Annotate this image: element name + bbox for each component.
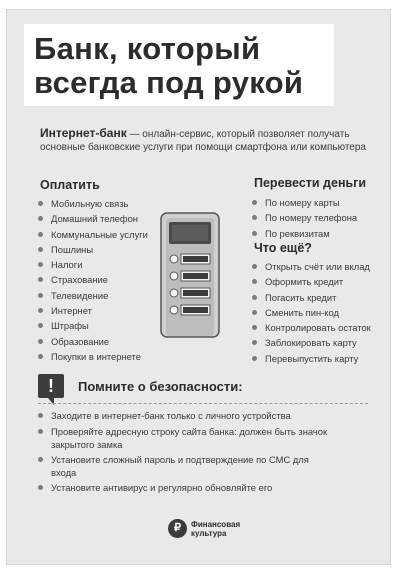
more-list — [252, 259, 382, 366]
warning-icon: ! — [38, 374, 64, 398]
list-item: Страхование — [38, 272, 168, 287]
more-heading: Что ещё? — [254, 241, 312, 255]
list-item: Налоги — [38, 257, 168, 272]
list-item: Заблокировать карту — [252, 335, 382, 350]
list-item: Домашний телефон — [38, 211, 168, 226]
list-item: Открыть счёт или вклад — [252, 259, 382, 274]
transfer-list — [252, 195, 382, 241]
list-item: Штрафы — [38, 318, 168, 333]
transfer-heading: Перевести деньги — [254, 176, 367, 190]
safety-heading: Помните о безопасности: — [78, 379, 243, 394]
intro-paragraph — [40, 127, 370, 154]
ruble-logo-icon: ₽ — [168, 519, 187, 538]
title-line-2: всегда под рукой — [34, 65, 304, 100]
list-item: Покупки в интернете — [38, 349, 168, 364]
list-item: Заходите в интернет-банк только с личного устройства — [38, 409, 330, 423]
list-item: По реквизитам — [252, 226, 382, 241]
list-item: Оформить кредит — [252, 274, 382, 289]
intro-term: Интернет-банк — [40, 126, 127, 140]
title-box — [24, 24, 334, 106]
list-item: Пошлины — [38, 242, 168, 257]
list-item: По номеру телефона — [252, 210, 382, 225]
list-item: Образование — [38, 334, 168, 349]
logo-text — [191, 520, 241, 538]
pay-heading: Оплатить — [40, 178, 100, 192]
list-item: По номеру карты — [252, 195, 382, 210]
divider — [38, 403, 368, 404]
list-item: Контролировать остаток — [252, 320, 382, 335]
financial-culture-logo — [168, 519, 241, 538]
logo-text-line-2: культура — [191, 528, 227, 538]
safety-list — [38, 409, 330, 497]
logo-text-line-1: Финансовая — [191, 519, 241, 529]
list-item: Перевыпустить карту — [252, 351, 382, 366]
list-item: Установите антивирус и регулярно обновляйте его — [38, 481, 330, 495]
list-item: Коммунальные услуги — [38, 227, 168, 242]
phone-illustration-icon — [160, 212, 222, 345]
list-item: Интернет — [38, 303, 168, 318]
pay-list — [38, 196, 168, 364]
intro-text: — онлайн-сервис, который позволяет получать основные банковские услуги при помощи смартфона или компьютера — [40, 129, 366, 153]
list-item: Проверяйте адресную строку сайта банка: должен быть значок закрытого замка — [38, 425, 330, 451]
list-item: Телевидение — [38, 288, 168, 303]
list-item: Сменить пин-код — [252, 305, 382, 320]
list-item: Погасить кредит — [252, 290, 382, 305]
title-line-1: Банк, который — [34, 31, 261, 66]
list-item: Установите сложный пароль и подтверждение по СМС для входа — [38, 453, 330, 479]
list-item: Мобильную связь — [38, 196, 168, 211]
